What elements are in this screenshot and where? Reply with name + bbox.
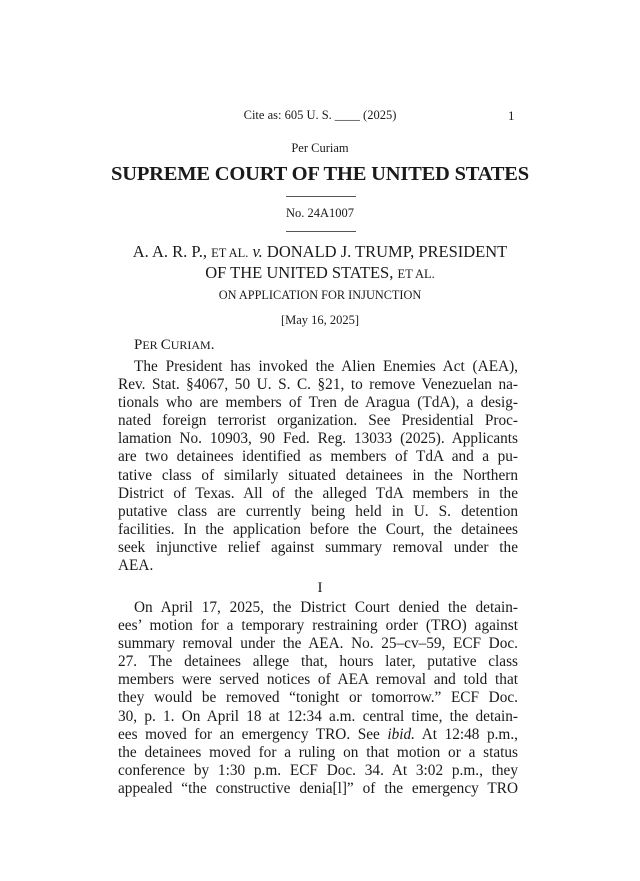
caption-petitioner: A. A. R. P., — [132, 242, 212, 261]
caption-line-2 — [0, 263, 640, 284]
text-line: AEA. — [118, 557, 154, 575]
section-heading: I — [317, 580, 323, 596]
text-line: District of Texas. All of the alleged TdA members in the — [118, 484, 518, 502]
text-line: ees moved for an emergency TRO. See ibid. At 12:48 p.m., — [118, 725, 518, 743]
opinion-type: Per Curiam — [291, 141, 349, 155]
text-line: nated foreign terrorist organization. See Presidential Proc- — [118, 412, 518, 430]
text-line: summary removal under the AEA. No. 25–cv–59, ECF Doc. — [118, 635, 518, 653]
caption-etal: ET AL. — [397, 267, 435, 281]
text-line: the detainees moved for a ruling on that motion or a status — [118, 743, 518, 761]
caption-etal: ET AL. — [211, 246, 249, 260]
text-line: Rev. Stat. §4067, 50 U. S. C. §21, to remove Venezuelan na- — [118, 376, 518, 394]
text-line: conference by 1:30 p.m. ECF Doc. 34. At 3:02 p.m., they — [118, 761, 518, 779]
text-line: tative class of similarly situated detainees in the Northern — [118, 466, 518, 484]
divider-rule-bottom — [286, 231, 356, 232]
caption-line-1 — [0, 242, 640, 263]
text-line: lamation No. 10903, 90 Fed. Reg. 13033 (2025). Applicants — [118, 430, 518, 448]
text-line: 30, p. 1. On April 18 at 12:34 a.m. central time, the detain- — [118, 707, 518, 725]
text-line: The President has invoked the Alien Enemies Act (AEA), — [134, 358, 518, 375]
paragraph-1 — [118, 358, 518, 575]
paragraph-2 — [118, 599, 518, 798]
text-line: they would be removed “tonight or tomorrow.” ECF Doc. — [118, 689, 518, 707]
text-line: are two detainees identified as members of TdA and a pu- — [118, 448, 518, 466]
page-number: 1 — [508, 108, 515, 123]
docket-number: No. 24A1007 — [285, 206, 355, 220]
text-line: On April 17, 2025, the District Court denied the detain- — [134, 599, 518, 616]
text-line: 27. The detainees allege that, hours later, putative class — [118, 653, 518, 671]
citation-ibid: ibid. — [387, 725, 415, 743]
text-line: tionals who are members of Tren de Aragua (TdA), a desig- — [118, 394, 518, 412]
caption-respondent-cont: OF THE UNITED STATES, — [205, 263, 398, 282]
citation-header: Cite as: 605 U. S. ____ (2025) — [243, 108, 397, 122]
text-line: appealed “the constructive denia[l]” of the emergency TRO — [118, 779, 518, 797]
court-title: SUPREME COURT OF THE UNITED STATES — [111, 163, 529, 185]
case-caption — [0, 242, 640, 284]
text-line: facilities. In the application before the Court, the detainees — [118, 520, 518, 538]
text-line: members were served notices of AEA removal and told that — [118, 671, 518, 689]
text-line: seek injunctive relief against summary removal under the — [118, 538, 518, 556]
decision-date: [May 16, 2025] — [280, 313, 360, 327]
application-type: ON APPLICATION FOR INJUNCTION — [218, 288, 422, 302]
text-line: ees’ motion for a temporary restraining order (TRO) against — [118, 617, 518, 635]
caption-respondent: DONALD J. TRUMP, PRESIDENT — [262, 242, 508, 261]
text-line: putative class are currently being held in U. S. detention — [118, 502, 518, 520]
per-curiam-label: PER CURIAM. — [134, 337, 215, 353]
divider-rule-top — [286, 196, 356, 197]
caption-versus: v. — [248, 242, 263, 261]
